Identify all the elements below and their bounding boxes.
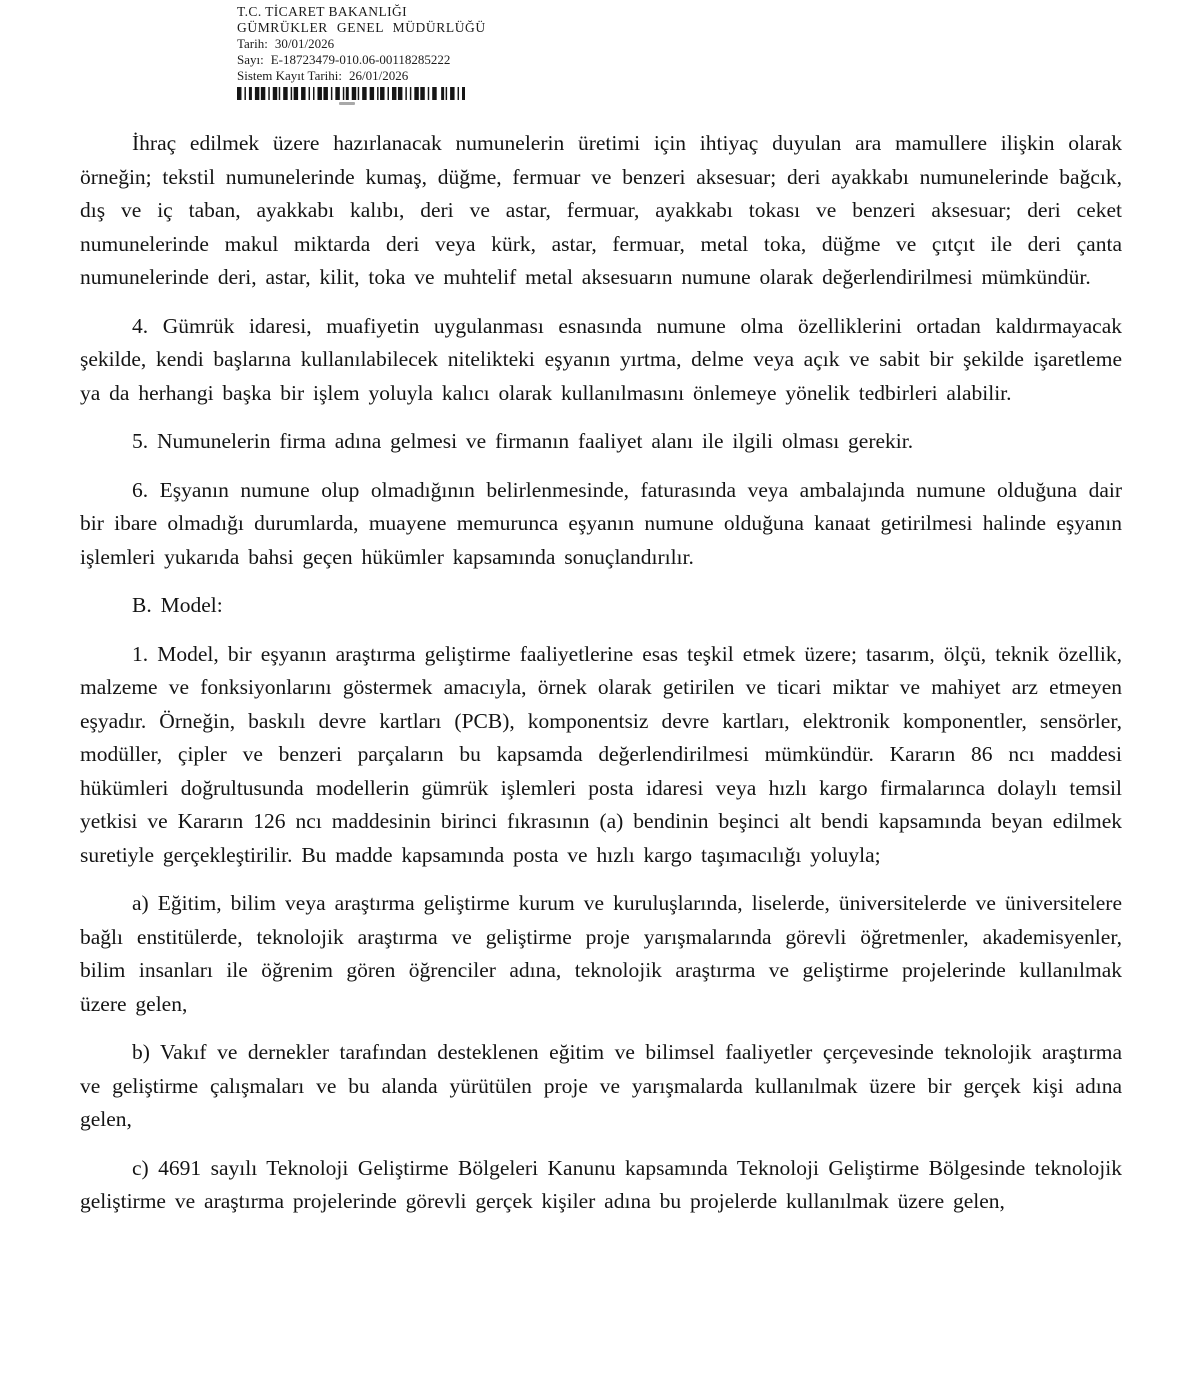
ministry-name: T.C. TİCARET BAKANLIĞI [237, 4, 408, 19]
paragraph-item-b: b) Vakıf ve dernekler tarafından desteklenen eğitim ve bilimsel faaliyetler çerçevesinde teknolojik araştırma ve geliştirme çalışmaları ve bu alanda yürütülen proje ve yarışmalarda kullanılmak üzere bir gerçek kişi adına gelen, [80, 1040, 1122, 1131]
document-number-value: E-18723479-010.06-00118285222 [270, 52, 451, 67]
date-label: Tarih: [237, 36, 268, 51]
paragraph-model-1: 1. Model, bir eşyanın araştırma geliştirme faaliyetlerine esas teşkil etmek üzere; tasarım, ölçü, teknik özellik, malzeme ve fonksiyonlarını göstermek amacıyla, örnek olarak getirilen ve ticari miktar ve mahiyet arz etmeyen eşyadır. Örneğin, baskılı devre kartları (PCB), komponentsiz devre kartları, elektronik komponentler, sensörler, modüller, çipler ve benzeri parçaların bu kapsamda değerlendirilmesi mümkündür. Kararın 86 ncı maddesi hükümleri doğrultusunda modellerin gümrük işlemleri posta idaresi veya hızlı kargo firmalarınca dolaylı temsil yetkisi ve Kararın 126 ncı maddesinin birinci fıkrasının (a) bendinin beşinci alt bendi kapsamında beyan edilmek suretiyle gerçekleştirilir. Bu madde kapsamında posta ve hızlı kargo taşımacılığı yoluyla; [80, 641, 1122, 867]
date-value: 30/01/2026 [274, 36, 335, 51]
document-number-label: Sayı: [237, 52, 264, 67]
paragraph-samples-intro: İhraç edilmek üzere hazırlanacak numunelerin üretimi için ihtiyaç duyulan ara mamullere ilişkin olarak örneğin; tekstil numunelerinde kumaş, düğme, fermuar ve benzeri aksesuar; deri ayakkabı numunelerinde bağcık, dış ve iç taban, ayakkabı kalıbı, deri ve astar, fermuar, ayakkabı tokası ve benzeri aksesuar; deri ceket numunelerinde makul miktarda deri veya kürk, astar, fermuar, metal toka, düğme ve çıtçıt ile deri çanta numunelerinde deri, astar, kilit, toka ve muhtelif metal aksesuarın numune olarak değerlendirilmesi mümkündür. [80, 131, 1122, 289]
paragraph-item-4: 4. Gümrük idaresi, muafiyetin uygulanması esnasında numune olma özelliklerini ortadan kaldırmayacak şekilde, kendi başlarına kullanılabilecek nitelikteki eşyanın yırtma, delme veya açık ve sabit bir şekilde işaretleme ya da herhangi başka bir işlem yoluyla kalıcı olarak kullanılmasını önlemeye yönelik tedbirleri alabilir. [80, 313, 1122, 405]
directorate-name: GÜMRÜKLER GENEL MÜDÜRLÜĞÜ [237, 20, 486, 35]
paragraph-item-5: 5. Numunelerin firma adına gelmesi ve firmanın faaliyet alanı ile ilgili olması gerekir. [132, 429, 914, 453]
paragraph-item-c: c) 4691 sayılı Teknoloji Geliştirme Bölgeleri Kanunu kapsamında Teknoloji Geliştirme Bölgesinde teknolojik geliştirme ve araştırma projelerinde görevli gerçek kişiler adına bu projelerde kullanılmak üzere gelen, [80, 1155, 1122, 1213]
system-date-label: Sistem Kayıt Tarihi: [237, 68, 343, 83]
system-date-value: 26/01/2026 [349, 68, 409, 83]
paragraph-item-a: a) Eğitim, bilim veya araştırma geliştirme kurum ve kuruluşlarında, liselerde, üniversitelerde ve üniversitelere bağlı enstitülerde, teknolojik araştırma ve geliştirme proje yarışmalarında görevli öğretmenler, akademisyenler, bilim insanları ile öğrenim gören öğrenciler adına, teknolojik araştırma ve geliştirme projelerinde kullanılmak üzere gelen, [80, 891, 1122, 1016]
paragraph-item-6: 6. Eşyanın numune olup olmadığının belirlenmesinde, faturasında veya ambalajında numune olduğuna dair bir ibare olmadığı durumlarda, muayene memurunca eşyanın numune olduğuna kanaat getirilmesi halinde eşyanın işlemleri yukarıda bahsi geçen hükümler kapsamında sonuçlandırılır. [80, 477, 1122, 569]
section-heading-b-model: B. Model: [132, 593, 223, 617]
